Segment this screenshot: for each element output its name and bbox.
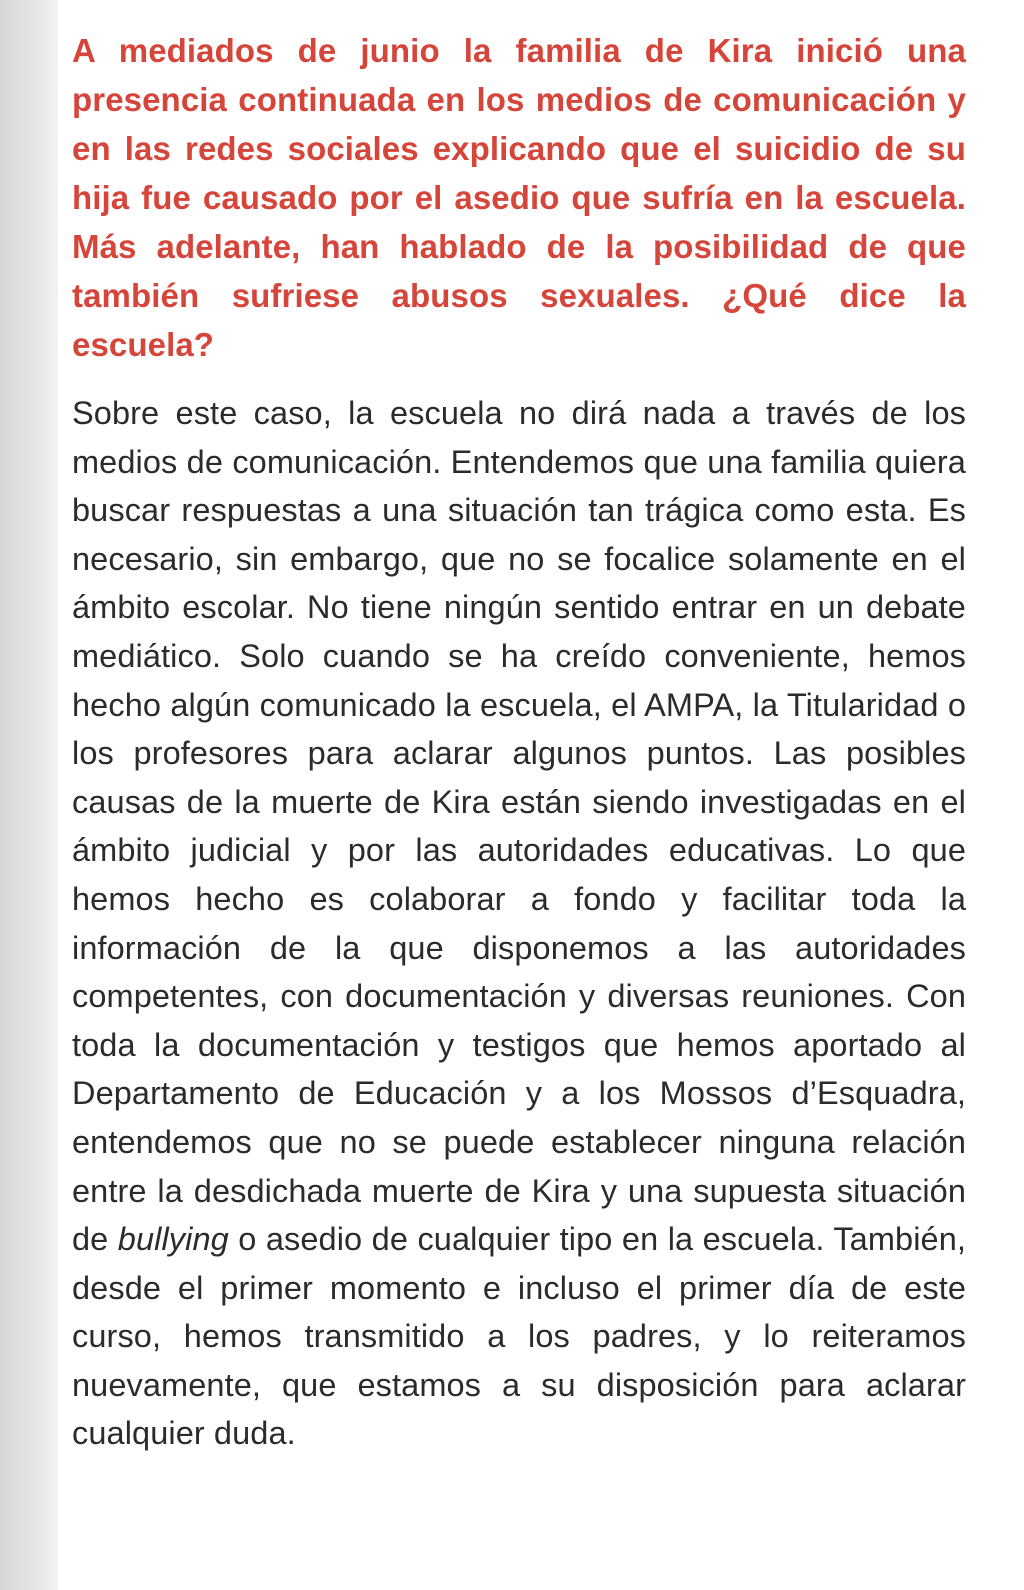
interview-article [72,26,966,1458]
page-edge-shadow [0,0,58,1590]
interview-answer [72,389,966,1458]
interview-question: A mediados de junio la familia de Kira inició una presencia continuada en los medios de comunicación y en las redes sociales explicando que el suicidio de su hija fue causado por el asedio que sufría en la escuela. Más adelante, han hablado de la posibilidad de que también sufriese abusos sexuales. ¿Qué dice la escuela? [72,32,966,363]
answer-italic-term: bullying [117,1221,229,1258]
answer-text-part-1: Sobre este caso, la escuela no dirá nada a través de los medios de comunicación. Entendemos que una familia quiera buscar respuestas a una situación tan trágica como esta. Es necesario, sin embargo, que no se focalice solamente en el ámbito escolar. No tiene ningún sentido entrar en un debate mediático. Solo cuando se ha creído conveniente, hemos hecho algún comunicado la escuela, el AMPA, la Titularidad o los profesores para aclarar algunos puntos. Las posibles causas de la muerte de Kira están siendo investigadas en el ámbito judicial y por las autoridades educativas. Lo que hemos hecho es colaborar a fondo y facilitar toda la información de la que disponemos a las autoridades competentes, con documentación y diversas reuniones. Con toda la documentación y testigos que hemos aportado al Departamento de Educación y a los Mossos d’Esquadra, entendemos que no se puede establecer ninguna relación entre la desdichada muerte de Kira y una supuesta situación de [72,395,966,1258]
answer-text-part-2: o asedio de cualquier tipo en la escuela. También, desde el primer momento e incluso el primer día de este curso, hemos transmitido a los padres, y lo reiteramos nuevamente, que estamos a su disposición para aclarar cualquier duda. [72,1221,966,1452]
